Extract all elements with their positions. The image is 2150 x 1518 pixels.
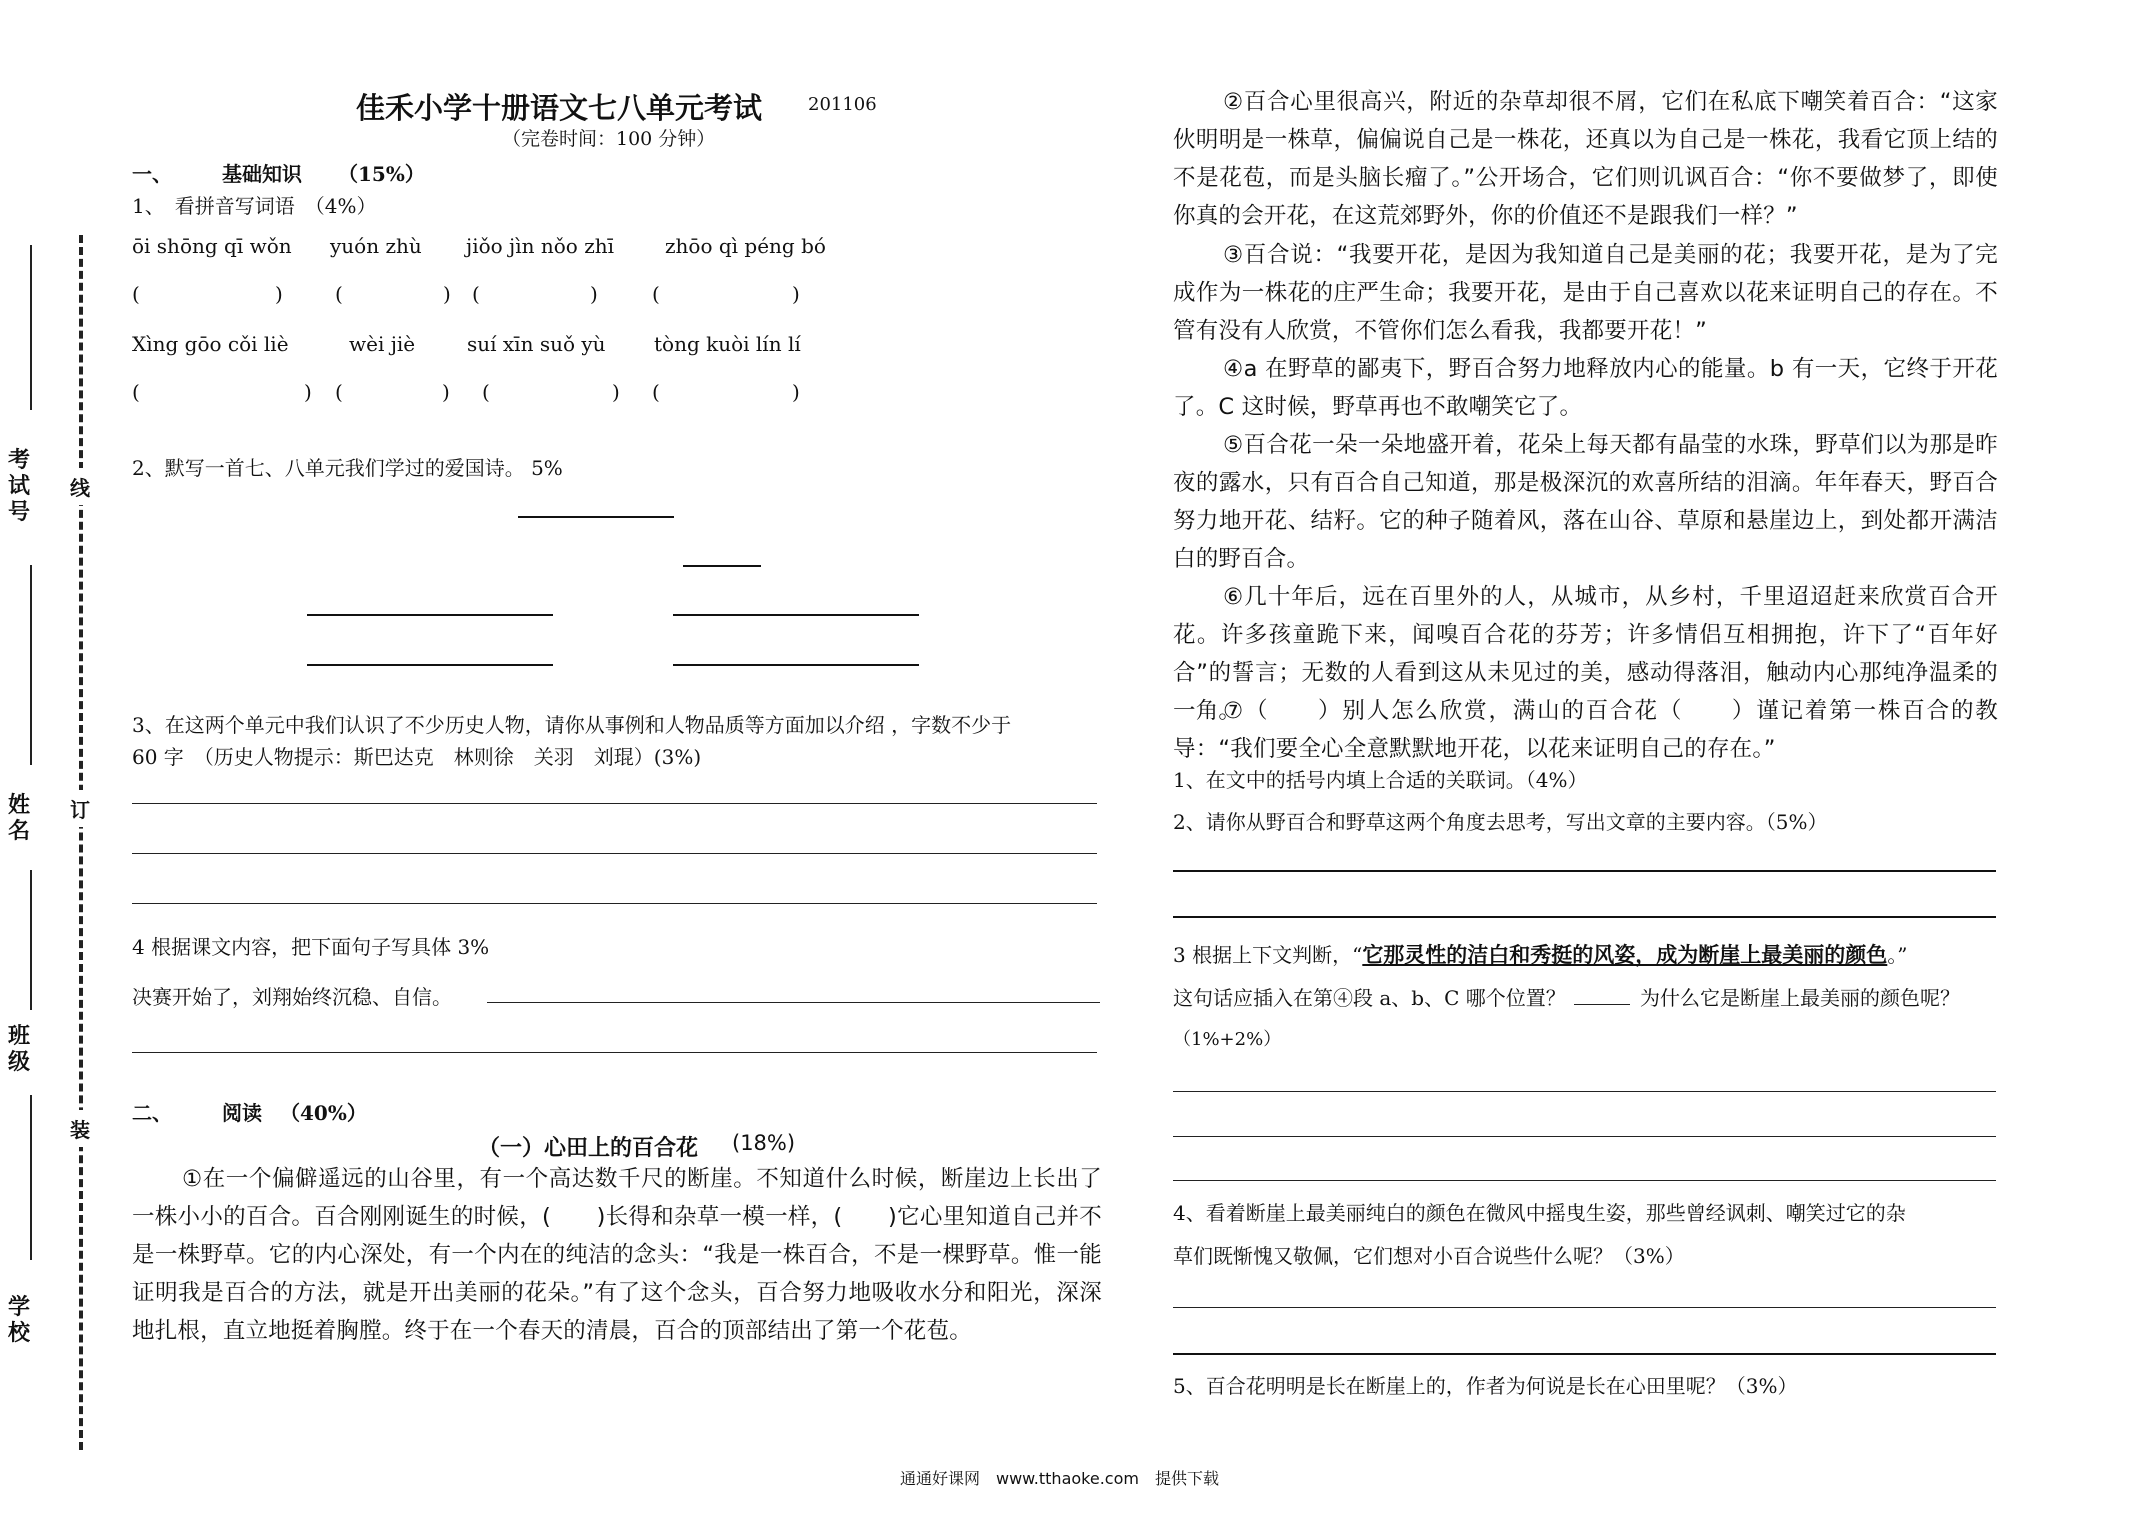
answer-bracket-open: ( [335,380,343,404]
q3-quote: 它那灵性的洁白和秀挺的风姿，成为断崖上最美丽的颜色 [1362,943,1888,967]
reading-question-5: 5、百合花明明是长在断崖上的，作者为何说是长在心田里呢？（3%） [1173,1374,1798,1398]
answer-line[interactable] [132,903,1097,904]
answer-line[interactable] [1173,1136,1996,1137]
answer-bracket-open: ( [472,282,480,306]
section2-percent: （40%） [280,1101,367,1125]
pinyin-3: jiǒo jìn nǒo zhī [466,234,615,258]
answer-bracket-close: ) [612,380,620,404]
reading-question-3-line2a: 这句话应插入在第④段 a、b、C 哪个位置？ [1173,986,1566,1010]
answer-blank-position[interactable] [1574,1004,1630,1005]
passage-paragraph-2: ②百合心里很高兴，附近的杂草却很不屑，它们在私底下嘲笑着百合：“这家伙明明是一株草，偏偏说自己是一株花，还真以为自己是一株花，我看它顶上结的不是花苞，而是头脑长瘤了。”公开场合，它们则讥讽百合：“你不要做梦了，即使你真的会开花，在这荒郊野外，你的价值还不是跟我们一样？” [1173,89,1998,229]
answer-line[interactable] [487,1002,1100,1003]
answer-line[interactable] [1173,1307,1996,1308]
reading-question-3-score: （1%+2%） [1173,1029,1282,1050]
binding-line-exam-no [30,245,32,410]
section1-number: 一、 [132,162,172,186]
pinyin-2: yuón zhù [330,234,422,258]
answer-line[interactable] [1173,1091,1996,1092]
binding-char-zhuang: 装 [70,1110,90,1147]
passage-percent: (18%) [732,1131,796,1155]
answer-bracket-close: ) [792,282,800,306]
question-2-label: 2、默写一首七、八单元我们学过的爱国诗。 5% [132,456,563,480]
answer-line-poem[interactable] [673,664,919,666]
answer-line-poem-title[interactable] [518,516,674,518]
passage-paragraph-4: ④a 在野草的鄙夷下，野百合努力地释放内心的能量。b 有一天，它终于开花了。C 这时候，野草再也不敢嘲笑它了。 [1173,356,1998,420]
question-4-label: 4 根据课文内容，把下面句子写具体 3% [132,935,490,959]
answer-line[interactable] [1173,916,1996,918]
reading-question-3-line2b: 为什么它是断崖上最美丽的颜色呢？ [1640,986,1960,1010]
binding-line-school-top [30,1095,32,1260]
binding-line-class-top [30,870,32,1010]
answer-line[interactable] [1173,870,1996,872]
pinyin-4: zhōo qì péng bó [665,234,826,258]
question-3-line2: 60 字 （历史人物提示：斯巴达克 林则徐 关羽 刘琨）(3%) [132,745,702,769]
binding-char-ding: 订 [70,790,90,827]
answer-bracket-open: ( [132,380,140,404]
label-school: 学校 [7,1295,30,1346]
q3-prefix: 3 根据上下文判断，“ [1173,943,1363,967]
label-exam-no: 考试号 [7,448,30,525]
answer-bracket-open: ( [482,380,490,404]
binding-line-name-top [30,565,32,765]
reading-question-2: 2、请你从野百合和野草这两个角度去思考，写出文章的主要内容。（5%） [1173,810,1828,834]
answer-line[interactable] [132,853,1097,854]
passage-paragraph-1: ①在一个偏僻遥远的山谷里，有一个高达数千尺的断崖。不知道什么时候，断崖边上长出了一株小小的百合。百合刚刚诞生的时候，( )长得和杂草一模一样，( )它心里知道自己并不是一株野草。它的内心深处，有一个内在的纯洁的念头：“我是一株百合，不是一棵野草。惟一能证明我是百合的方法，就是开出美丽的花朵。”有了这个念头，百合努力地吸收水分和阳光，深深地扎根，直立地挺着胸膛。终于在一个春天的清晨，百合的顶部结出了第一个花苞。 [132,1166,1102,1344]
pinyin-5: Xìng gōo cǒi liè [132,332,289,356]
exam-code: 201106 [808,94,877,115]
answer-bracket-close: ) [442,380,450,404]
section1-heading: 基础知识 [222,162,302,186]
label-name: 姓名 [7,793,30,844]
section2-heading: 阅读 [222,1101,262,1125]
page-title: 佳禾小学十册语文七八单元考试 [356,91,763,125]
binding-dashed-line [79,235,83,1450]
answer-line-poem[interactable] [307,664,553,666]
answer-bracket-close: ) [275,282,283,306]
answer-line-poem[interactable] [673,614,919,616]
pinyin-1: ōi shōng qī wǒn [132,234,292,258]
question-1-label: 1、 看拼音写词语 （4%） [132,194,377,218]
passage-paragraph-3: ③百合说：“我要开花，是因为我知道自己是美丽的花；我要开花，是为了完成作为一株花的庄严生命；我要开花，是由于自己喜欢以花来证明自己的存在。不管有没有人欣赏，不管你们怎么看我，我都要开花！” [1173,242,1998,344]
reading-question-1: 1、在文中的括号内填上合适的关联词。（4%） [1173,768,1588,792]
answer-line[interactable] [1173,1180,1996,1181]
question-4-sentence: 决赛开始了，刘翔始终沉稳、自信。 [132,985,452,1009]
reading-question-4-line2: 草们既惭愧又敬佩，它们想对小百合说些什么呢？（3%） [1173,1244,1685,1268]
answer-line[interactable] [132,1052,1097,1053]
exam-time: （完卷时间：100 分钟） [502,128,716,150]
pinyin-7: suí xīn suǒ yù [467,332,606,356]
answer-bracket-open: ( [652,380,660,404]
reading-question-3-line1 [1173,939,1908,969]
answer-bracket-close: ) [304,380,312,404]
passage-paragraph-6: ⑥几十年后，远在百里外的人，从城市，从乡村，千里迢迢赶来欣赏百合开花。许多孩童跪下来，闻嗅百合花的芬芳；许多情侣互相拥抱，许下了“百年好合”的誓言；无数的人看到这从未见过的美，感动得落泪，触动内心那纯净温柔的一角。 [1173,584,1998,724]
answer-bracket-open: ( [132,282,140,306]
answer-line[interactable] [1173,1353,1996,1355]
passage-title: （一）心田上的百合花 [478,1136,699,1161]
answer-line-poem-author[interactable] [683,565,761,567]
passage-paragraph-5: ⑤百合花一朵一朵地盛开着，花朵上每天都有晶莹的水珠，野草们以为那是昨夜的露水，只有百合自己知道，那是极深沉的欢喜所结的泪滴。年年春天，野百合努力地开花、结籽。它的种子随着风，落在山谷、草原和悬崖边上，到处都开满洁白的野百合。 [1173,432,1998,572]
binding-char-xian: 线 [70,468,90,505]
question-3-line1: 3、在这两个单元中我们认识了不少历史人物，请你从事例和人物品质等方面加以介绍 ，字数不少于 [132,713,1012,737]
passage-paragraph-7: ⑦（ ）别人怎么欣赏，满山的百合花（ ）谨记着第一株百合的教导：“我们要全心全意默默地开花，以花来证明自己的存在。” [1173,698,1998,762]
answer-line[interactable] [132,803,1097,804]
pinyin-8: tòng kuòi lín lí [654,332,801,356]
label-class: 班级 [7,1024,30,1075]
section1-percent: （15%） [338,162,425,186]
reading-question-4-line1: 4、看着断崖上最美丽纯白的颜色在微风中摇曳生姿，那些曾经讽刺、嘲笑过它的杂 [1173,1201,1906,1225]
answer-bracket-open: ( [335,282,343,306]
answer-bracket-open: ( [652,282,660,306]
answer-bracket-close: ) [590,282,598,306]
footer-text: 通通好课网 www.tthaoke.com 提供下载 [900,1469,1219,1488]
answer-line-poem[interactable] [307,614,553,616]
q3-suffix: 。” [1887,943,1908,967]
section2-number: 二、 [132,1101,172,1125]
answer-bracket-close: ) [443,282,451,306]
pinyin-6: wèi jiè [349,332,416,356]
answer-bracket-close: ) [792,380,800,404]
